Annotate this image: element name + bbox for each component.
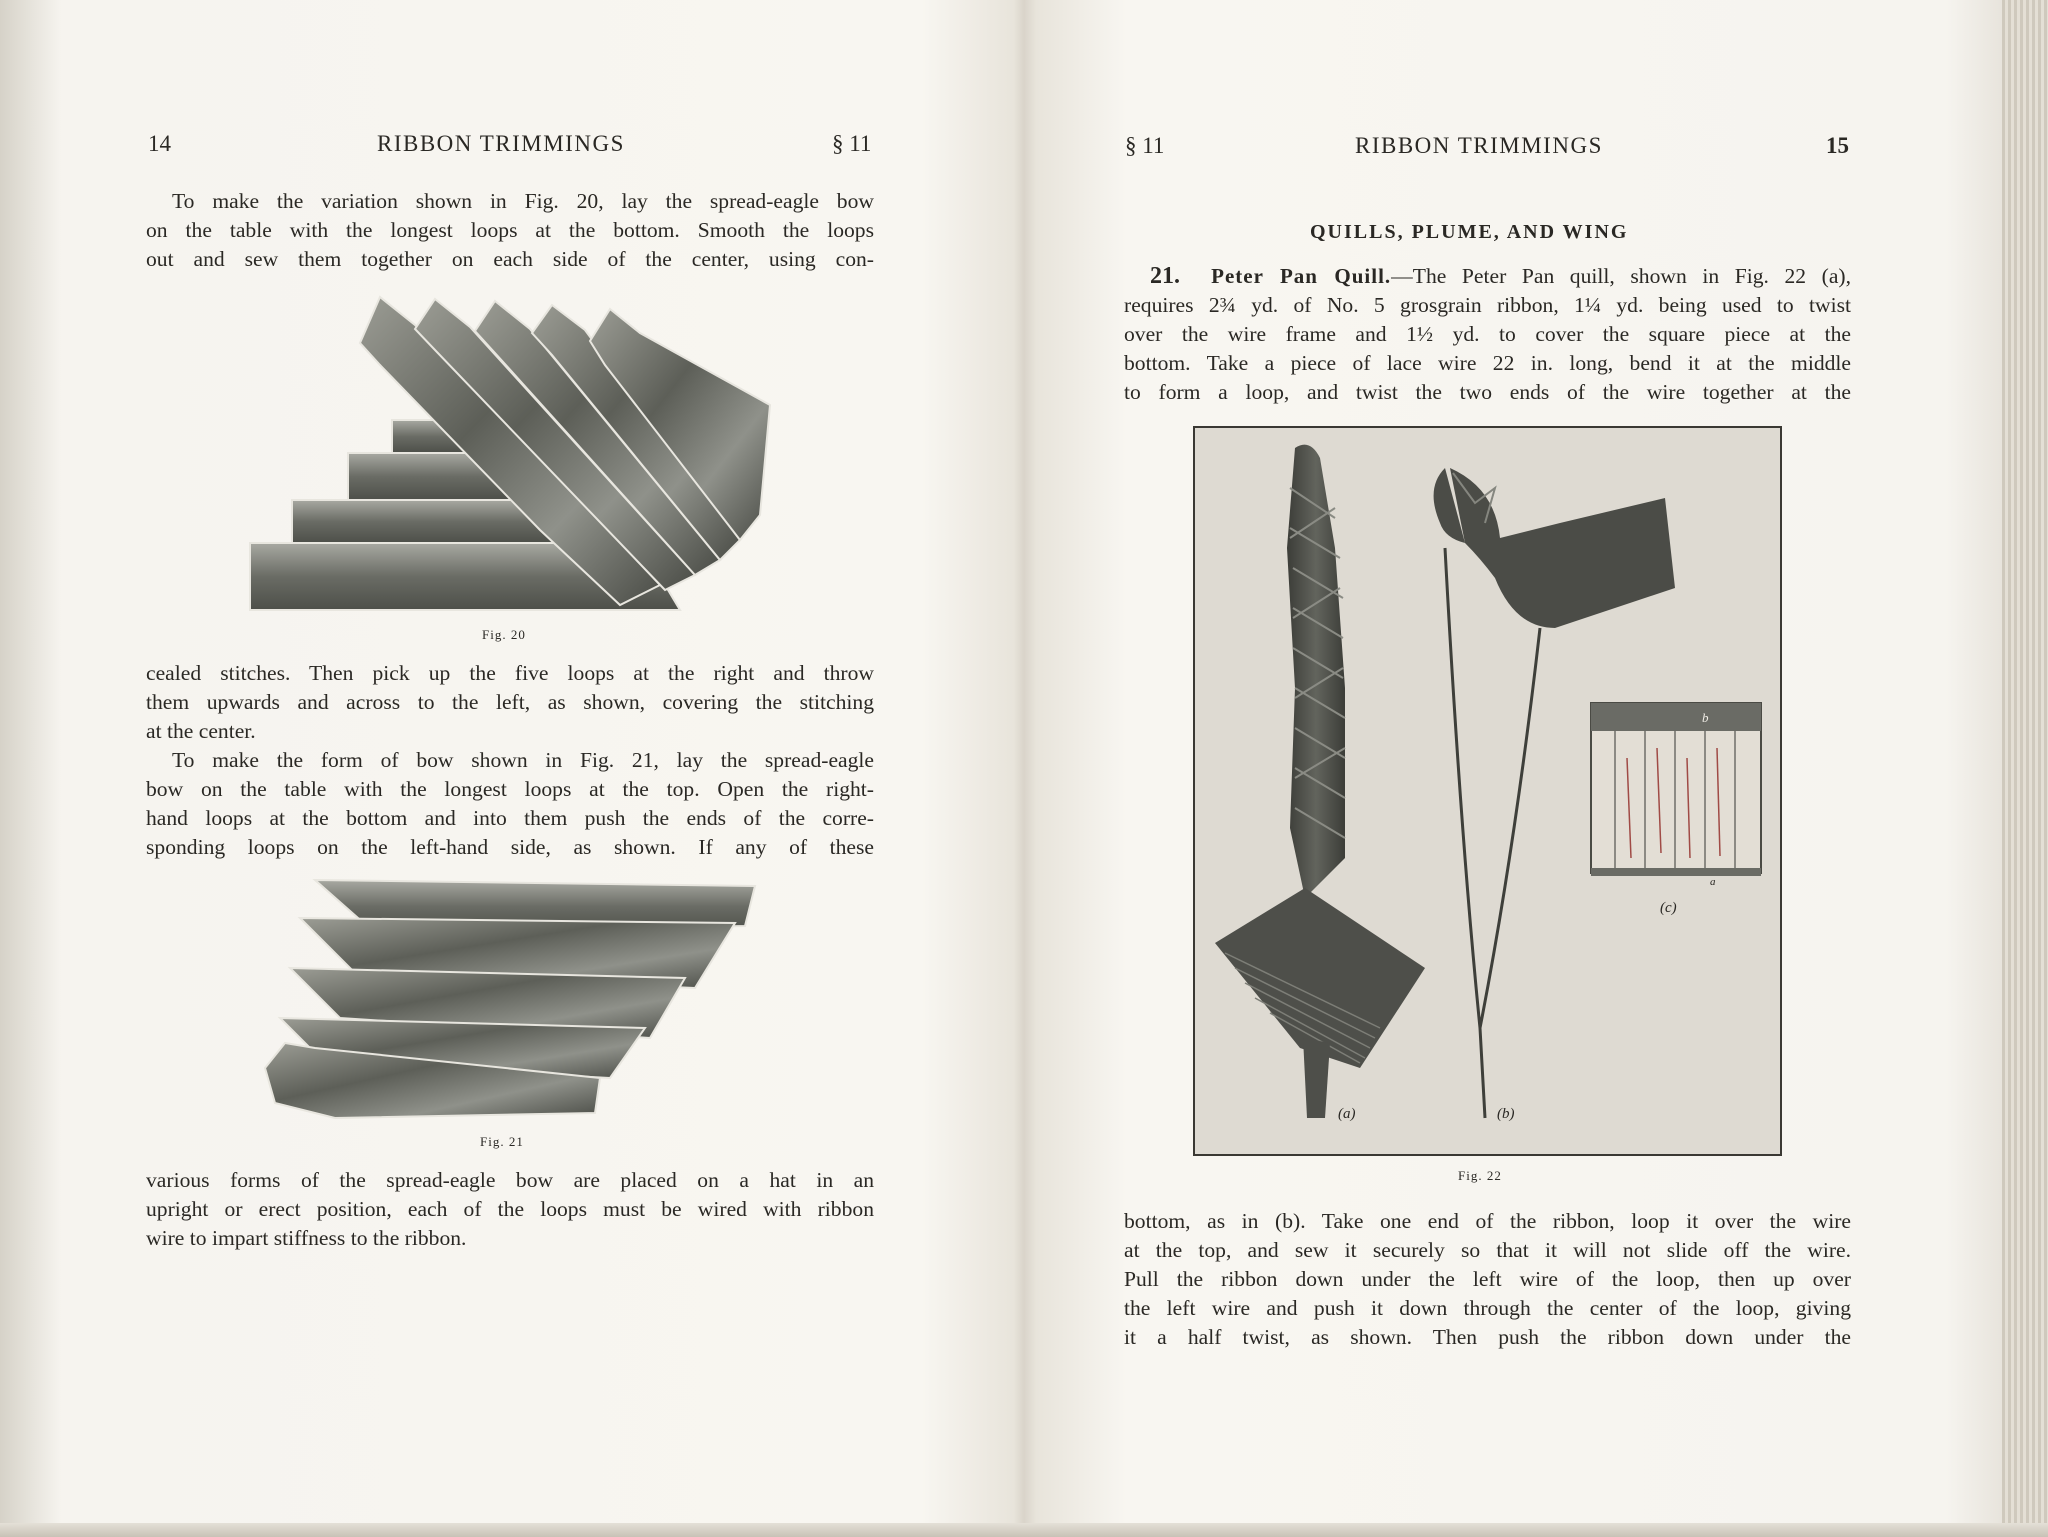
text-line: bottom. Take a piece of lace wire 22 in. long, bend it at the middle <box>1124 351 1851 375</box>
left-section-mark: § 11 <box>832 131 872 156</box>
fig21-illustration <box>255 878 760 1123</box>
text-line: cealed stitches. Then pick up the five loops at the right and throw <box>146 661 874 685</box>
fig21-caption: Fig. 21 <box>480 1134 524 1149</box>
text-line: bottom, as in (b). Take one end of the ribbon, loop it over the wire <box>1124 1209 1851 1233</box>
right-running-title: RIBBON TRIMMINGS <box>1355 133 1603 158</box>
text-line: over the wire frame and 1½ yd. to cover the square piece at the <box>1124 322 1851 346</box>
right-paragraph-2 <box>1124 1207 1851 1352</box>
text-line: at the top, and sew it securely so that it will not slide off the wire. <box>1124 1238 1851 1262</box>
right-section-mark: § 11 <box>1125 133 1165 158</box>
left-paragraph-4 <box>146 1166 874 1253</box>
fig20-caption: Fig. 20 <box>482 627 526 642</box>
fig22-caption: Fig. 22 <box>1458 1168 1502 1183</box>
left-paragraph-1 <box>146 187 874 274</box>
text-line: on the table with the longest loops at the bottom. Smooth the loops <box>146 218 874 242</box>
text-line: out and sew them together on each side of the center, using con- <box>146 247 874 271</box>
paragraph-number: 21. <box>1150 263 1180 289</box>
section-heading: QUILLS, PLUME, AND WING <box>1310 221 1629 243</box>
text-line <box>1124 262 1851 291</box>
text-line: various forms of the spread-eagle bow are placed on a hat in an <box>146 1168 874 1192</box>
fig22-label-a: (a) <box>1338 1106 1356 1122</box>
fig22-label-c: (c) <box>1660 900 1677 916</box>
text-line: sponding loops on the left-hand side, as shown. If any of these <box>146 835 874 859</box>
left-page <box>0 0 1010 1537</box>
right-paragraph-1 <box>1124 262 1851 407</box>
fig22-label-c-bottom: a <box>1710 876 1716 888</box>
left-running-title: RIBBON TRIMMINGS <box>377 131 625 156</box>
text-line: bow on the table with the longest loops at the top. Open the right- <box>146 777 874 801</box>
right-page-number: 15 <box>1826 133 1849 158</box>
fig20-illustration <box>240 285 780 615</box>
paragraph-title: Peter Pan Quill. <box>1211 264 1392 288</box>
square-piece-c <box>1591 703 1761 876</box>
text-line: it a half twist, as shown. Then push the ribbon down under the <box>1124 1325 1851 1349</box>
page-edges <box>2002 0 2048 1537</box>
text-line: To make the form of bow shown in Fig. 21, lay the spread-eagle <box>172 748 874 772</box>
fig22-label-b: (b) <box>1497 1106 1515 1122</box>
quill-a <box>1215 445 1425 1118</box>
fig22-photograph <box>1193 426 1782 1156</box>
text-line: the left wire and push it down through the center of the loop, giving <box>1124 1296 1851 1320</box>
text-line: wire to impart stiffness to the ribbon. <box>146 1226 467 1250</box>
text-line: Pull the ribbon down under the left wire of the loop, then up over <box>1124 1267 1851 1291</box>
fig22-drawing <box>1195 428 1780 1154</box>
fig22-label-c-top: b <box>1702 710 1709 725</box>
text-line: them upwards and across to the left, as shown, covering the stitching <box>146 690 874 714</box>
text-line: upright or erect position, each of the loops must be wired with ribbon <box>146 1197 874 1221</box>
left-page-number: 14 <box>148 131 171 156</box>
left-paragraph-3 <box>146 746 874 862</box>
fig21-loops <box>265 880 755 1118</box>
text-line: at the center. <box>146 719 256 743</box>
text-line: hand loops at the bottom and into them push the ends of the corre- <box>146 806 874 830</box>
text-line: —The Peter Pan quill, shown in Fig. 22 (a), <box>1391 264 1851 288</box>
text-line: to form a loop, and twist the two ends of the wire together at the <box>1124 380 1851 404</box>
text-line: To make the variation shown in Fig. 20, lay the spread-eagle bow <box>172 189 874 213</box>
text-line: requires 2¾ yd. of No. 5 grosgrain ribbon, 1¼ yd. being used to twist <box>1124 293 1851 317</box>
left-paragraph-2 <box>146 659 874 746</box>
